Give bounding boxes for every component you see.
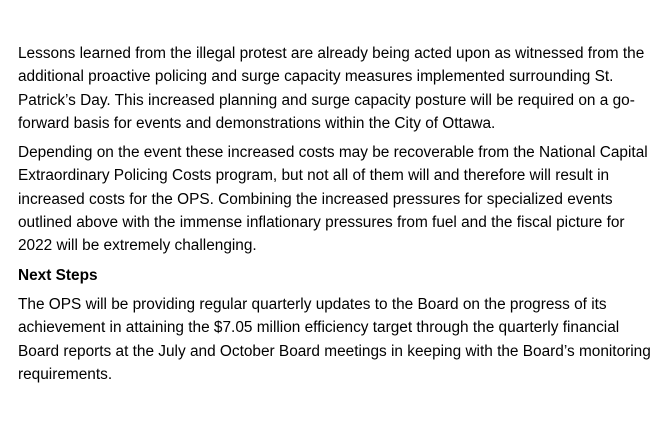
section-heading-next-steps: Next Steps	[18, 266, 98, 284]
paragraph-next-steps: The OPS will be providing regular quarterly updates to the Board on the progress of its achievement in attaining the $7.05 million efficiency target through the quarterly financial Board reports at the July and October Board meetings in keeping with the Board’s monitoring requirements.	[18, 295, 651, 383]
paragraph-lessons-learned: Lessons learned from the illegal protest are already being acted upon as witnessed from the additional proactive policing and surge capacity measures implemented surrounding St. Patrick’s Day. This increased planning and surge capacity posture will be required on a go-forward basis for events and demonstrations within the City of Ottawa.	[18, 45, 645, 132]
paragraph-increased-costs: Depending on the event these increased costs may be recoverable from the National Capital Extraordinary Policing Costs program, but not all of them will and therefore will result in increased costs for the OPS. Combining the increased pressures for specialized events outlined above with the immense inflationary pressures from fuel and the fiscal picture for 2022 will be extremely challenging.	[18, 144, 648, 255]
document-page	[18, 42, 658, 392]
